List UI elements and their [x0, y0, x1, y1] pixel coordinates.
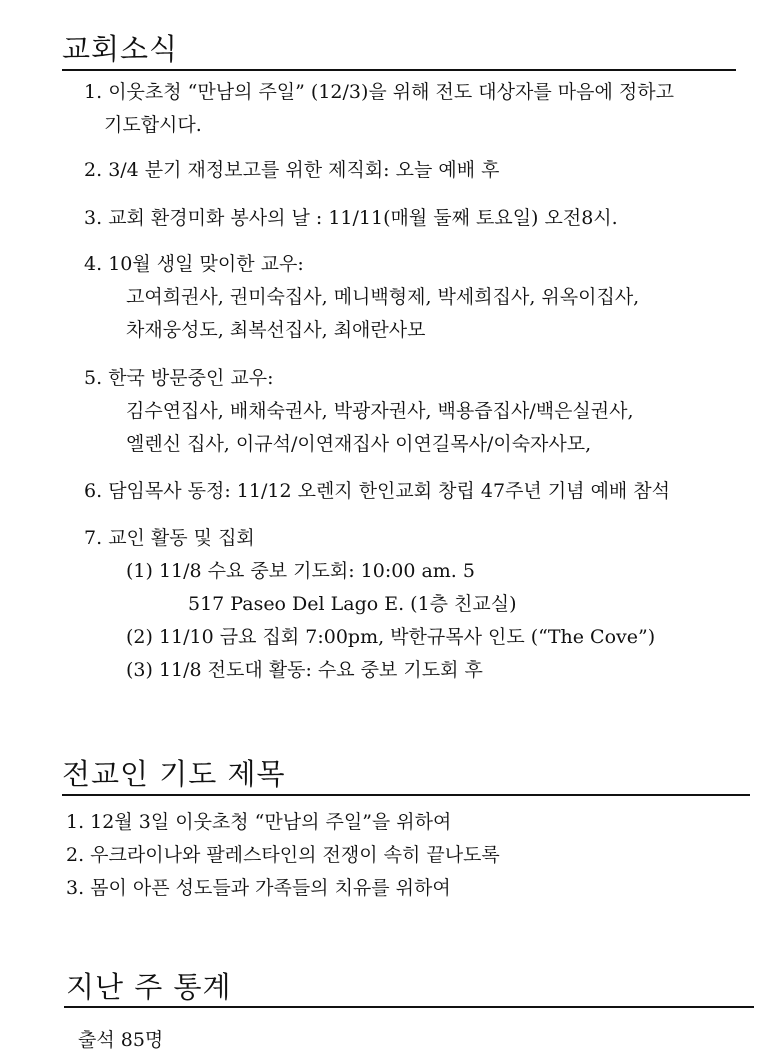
news-item-1-number: 1.	[84, 81, 103, 103]
prayer-item-2: 2. 우크라이나와 팔레스타인의 전쟁이 속히 끝나도록	[66, 844, 500, 866]
prayer-item-1: 1. 12월 3일 이웃초청 “만남의 주일”을 위하여	[66, 811, 452, 833]
news-item-6	[84, 479, 670, 503]
news-subitem-3	[126, 658, 483, 682]
prayer-item-3: 3. 몸이 아픈 성도들과 가족들의 치유를 위하여	[66, 877, 451, 899]
news-item-3	[84, 206, 618, 230]
news-item-7-text: 교인 활동 및 집회	[108, 527, 255, 549]
news-item-1-continuation: 기도합시다.	[104, 114, 202, 136]
news-item-5-names-1: 김수연집사, 배채숙권사, 박광자권사, 백용즙집사/백은실권사,	[126, 400, 634, 422]
attendance-text: 출석 85명	[78, 1029, 164, 1051]
news-item-4-names-2: 차재웅성도, 최복선집사, 최애란사모	[126, 319, 426, 341]
stats-heading: 지난 주 통계	[66, 970, 232, 1004]
news-subitem-1-text: 11/8 수요 중보 기도회: 10:00 am. 5	[158, 560, 475, 582]
prayer-heading: 전교인 기도 제목	[62, 757, 286, 791]
news-item-6-number: 6.	[84, 480, 103, 502]
news-item-7-number: 7.	[84, 527, 103, 549]
news-item-5-text: 한국 방문중인 교우:	[108, 367, 274, 389]
prayer-heading-rule	[62, 794, 750, 796]
news-heading: 교회소식	[62, 32, 179, 66]
news-subitem-3-number: (3)	[126, 659, 153, 681]
news-item-4-names-1: 고여희권사, 권미숙집사, 메니백형제, 박세희집사, 위옥이집사,	[126, 286, 640, 308]
news-item-2-number: 2.	[84, 159, 103, 181]
news-item-4-text: 10월 생일 맞이한 교우:	[108, 253, 304, 275]
news-heading-rule	[62, 69, 736, 71]
news-subitem-1-address: 517 Paseo Del Lago E. (1층 친교실)	[188, 593, 517, 615]
news-subitem-3-text: 11/8 전도대 활동: 수요 중보 기도회 후	[158, 659, 483, 681]
news-item-2-text: 3/4 분기 재정보고를 위한 제직회: 오늘 예배 후	[108, 159, 500, 181]
news-item-3-text: 교회 환경미화 봉사의 날 : 11/11(매월 둘째 토요일) 오전8시.	[108, 207, 618, 229]
news-subitem-2-number: (2)	[126, 626, 153, 648]
news-item-6-text: 담임목사 동정: 11/12 오렌지 한인교회 창립 47주년 기념 예배 참석	[108, 480, 671, 502]
stats-heading-rule	[64, 1006, 754, 1008]
news-item-7	[84, 526, 255, 550]
news-item-1-text: 이웃초청 “만남의 주일” (12/3)을 위해 전도 대상자를 마음에 정하고	[108, 81, 674, 103]
news-item-4-number: 4.	[84, 253, 103, 275]
news-item-5-names-2: 엘렌신 집사, 이규석/이연재집사 이연길목사/이숙자사모,	[126, 433, 592, 455]
news-item-3-number: 3.	[84, 207, 103, 229]
news-subitem-2	[126, 625, 655, 649]
news-item-2	[84, 158, 499, 182]
news-subitem-2-text: 11/10 금요 집회 7:00pm, 박한규목사 인도 (“The Cove”)	[158, 626, 656, 648]
news-subitem-1-number: (1)	[126, 560, 153, 582]
news-item-5-number: 5.	[84, 367, 103, 389]
